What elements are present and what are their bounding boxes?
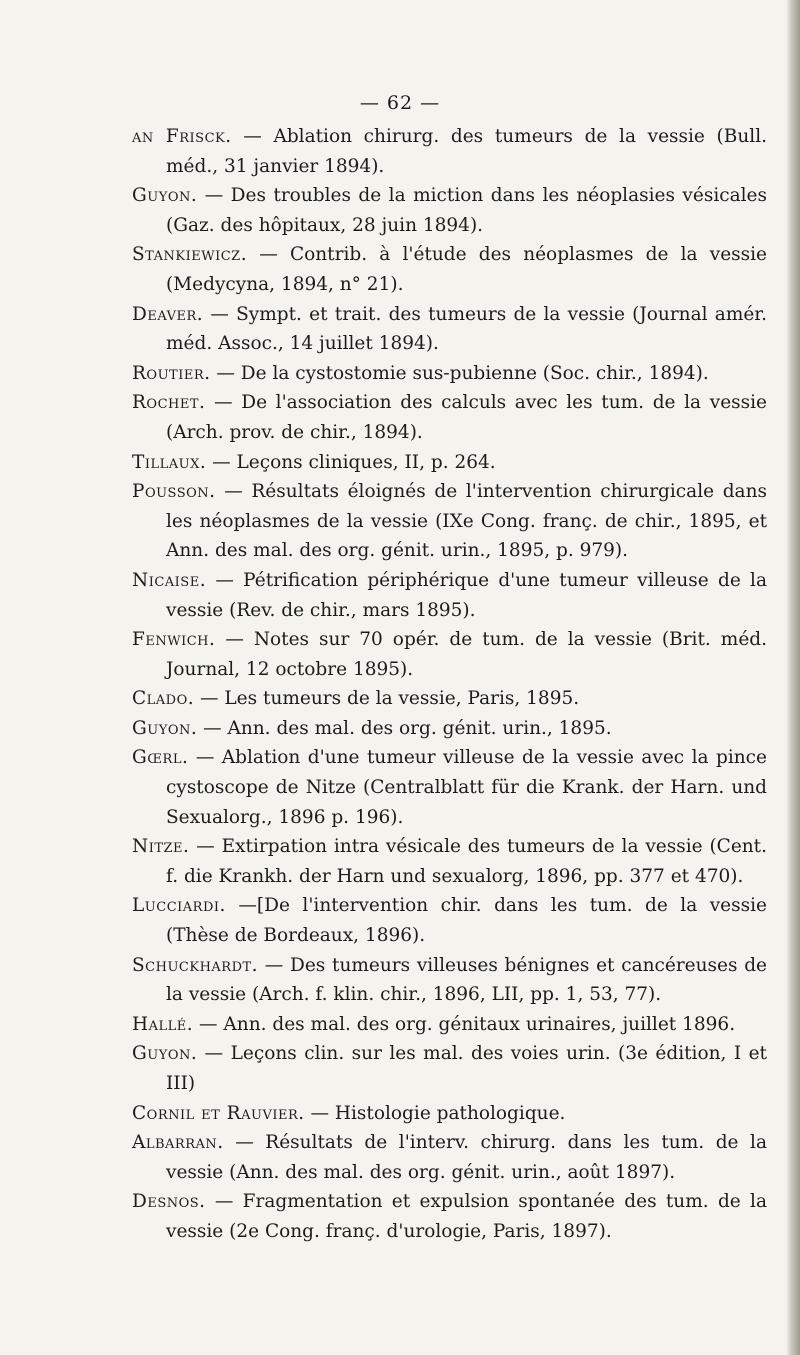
bibliography-entry <box>132 951 767 1010</box>
bibliography-entry <box>132 684 767 714</box>
bibliography-entry <box>132 300 767 359</box>
entry-text: — Pétrification périphérique d'une tumeur villeuse de la vessie (Rev. de chir., mars 1895). <box>166 569 767 621</box>
page-edge-shadow <box>786 0 800 1355</box>
bibliography-entry <box>132 240 767 299</box>
bibliography-entry <box>132 832 767 891</box>
entry-author: Albarran. <box>132 1132 224 1154</box>
bibliography-entry <box>132 625 767 684</box>
bibliography-entry <box>132 1010 767 1040</box>
entry-text: — De l'association des calculs avec les tum. de la vessie (Arch. prov. de chir., 1894). <box>166 392 767 443</box>
entry-author: Schuckhardt. <box>132 954 259 976</box>
entry-author: Routier. <box>132 362 211 384</box>
entry-text: — Ablation chirurg. des tumeurs de la vessie (Bull. méd., 31 janvier 1894). <box>166 126 767 177</box>
entry-author: Stankiewicz. <box>132 244 248 266</box>
bibliography-entry <box>132 359 767 389</box>
bibliography-entry <box>132 566 767 625</box>
entry-text: — Ablation d'une tumeur villeuse de la vessie avec la pince cystoscope de Nitze (Centralblatt für die Krank. der Harn. und Sexualorg., 1896 p. 196). <box>166 747 767 828</box>
entry-author: Guyon. <box>132 185 198 207</box>
bibliography-entry <box>132 1099 767 1129</box>
bibliography-list <box>132 122 767 1247</box>
page-number: — 62 — <box>359 92 441 114</box>
bibliography-entry <box>132 477 767 566</box>
entry-author: Pousson. <box>132 481 216 503</box>
entry-text: — Les tumeurs de la vessie, Paris, 1895. <box>194 688 580 710</box>
entry-text: — Ann. des mal. des org. génitaux urinaires, juillet 1896. <box>193 1013 736 1035</box>
entry-text: — Des troubles de la miction dans les néoplasies vésicales (Gaz. des hôpitaux, 28 juin 1894). <box>166 185 767 236</box>
bibliography-entry <box>132 891 767 950</box>
entry-author: Nitze. <box>132 836 190 858</box>
entry-author: Deaver. <box>132 303 204 325</box>
bibliography-entry <box>132 448 767 478</box>
entry-text: — Extirpation intra vésicale des tumeurs de la vessie (Cent. f. die Krankh. der Harn und sexualorg, 1896, pp. 377 et 470). <box>166 836 767 887</box>
entry-author: an Frisck. <box>132 126 232 147</box>
entry-author: Guyon. <box>132 1043 198 1065</box>
entry-text: — Résultats de l'interv. chirurg. dans les tum. de la vessie (Ann. des mal. des org. génit. urin., août 1897). <box>166 1132 767 1183</box>
entry-text: — Fragmentation et expulsion spontanée des tum. de la vessie (2e Cong. franç. d'urologie, Paris, 1897). <box>166 1191 767 1242</box>
bibliography-entry <box>132 388 767 447</box>
entry-author: Guyon. <box>132 717 198 739</box>
bibliography-entry <box>132 1187 767 1246</box>
bibliography-entry <box>132 122 767 181</box>
bibliography-entry <box>132 1128 767 1187</box>
bibliography-entry <box>132 714 767 744</box>
entry-author: Clado. <box>132 688 195 710</box>
entry-author: Tillaux. <box>132 451 207 473</box>
entry-author: Rochet. <box>132 392 206 414</box>
entry-text: — Résultats éloignés de l'intervention chirurgicale dans les néoplasmes de la vessie (IXe Cong. franç. de chir., 1895, et Ann. des mal. des org. génit. urin., 1895, p. 979). <box>166 481 767 562</box>
entry-author: Fenwich. <box>132 629 216 651</box>
bibliography-entry <box>132 743 767 832</box>
entry-author: Cornil et Rauvier. <box>132 1102 305 1124</box>
entry-text: — Notes sur 70 opér. de tum. de la vessie (Brit. méd. Journal, 12 octobre 1895). <box>166 629 767 680</box>
entry-text: — Leçons clin. sur les mal. des voies urin. (3e édition, I et III) <box>166 1043 767 1094</box>
entry-text: — Leçons cliniques, II, p. 264. <box>206 451 496 473</box>
entry-text: — Des tumeurs villeuses bénignes et cancéreuses de la vessie (Arch. f. klin. chir., 1896, LII, pp. 1, 53, 77). <box>166 954 767 1006</box>
entry-author: Lucciardi. <box>132 895 226 917</box>
entry-author: Desnos. <box>132 1191 206 1213</box>
bibliography-entry <box>132 1039 767 1098</box>
entry-author: Hallé. <box>132 1013 194 1035</box>
entry-text: — De la cystostomie sus-pubienne (Soc. chir., 1894). <box>210 362 709 384</box>
entry-author: Nicaise. <box>132 569 207 591</box>
entry-author: Gœrl. <box>132 747 189 769</box>
entry-text: — Contrib. à l'étude des néoplasmes de la vessie (Medycyna, 1894, n° 21). <box>166 244 767 295</box>
entry-text: —[De l'intervention chir. dans les tum. de la vessie (Thèse de Bordeaux, 1896). <box>166 895 767 947</box>
entry-text: — Ann. des mal. des org. génit. urin., 1895. <box>197 717 612 739</box>
entry-text: — Sympt. et trait. des tumeurs de la vessie (Journal amér. méd. Assoc., 14 juillet 1894). <box>166 303 767 355</box>
entry-text: — Histologie pathologique. <box>304 1102 566 1124</box>
bibliography-entry <box>132 181 767 240</box>
